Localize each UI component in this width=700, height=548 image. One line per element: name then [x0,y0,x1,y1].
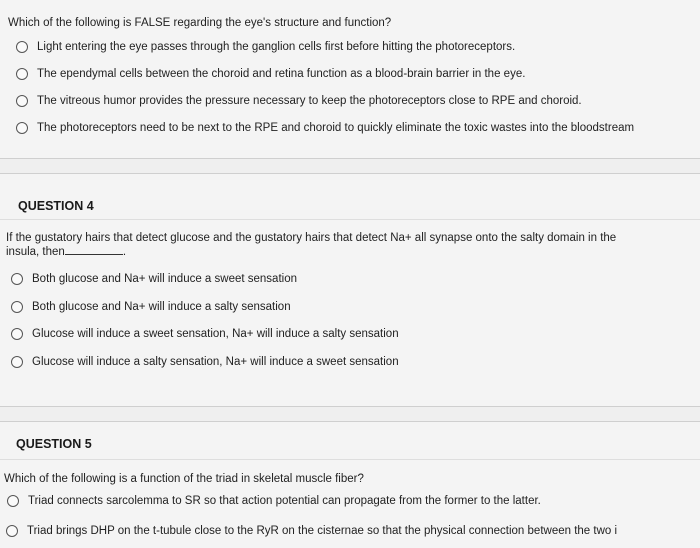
option-label: The vitreous humor provides the pressure necessary to keep the photoreceptors close to RPE and choroid. [37,95,582,107]
option-label: The photoreceptors need to be next to the RPE and choroid to quickly eliminate the toxic wastes into the bloodstream [37,122,635,134]
question-5-option-1[interactable] [7,492,541,510]
option-label: Both glucose and Na+ will induce a salty sensation [32,301,291,313]
question-5-title: QUESTION 5 [16,437,92,451]
question-header-divider [0,459,700,460]
question-4-option-4[interactable] [11,353,399,371]
option-label: The ependymal cells between the choroid and retina function as a blood-brain barrier in the eye. [37,68,526,80]
option-label: Glucose will induce a salty sensation, Na+ will induce a sweet sensation [32,356,399,368]
question-4-prompt-end: . [122,246,127,258]
option-label: Both glucose and Na+ will induce a sweet sensation [32,273,297,285]
radio-button[interactable] [16,95,28,107]
question-4-title: QUESTION 4 [18,199,94,213]
question-3-option-1[interactable] [16,38,515,56]
question-4-option-3[interactable] [11,325,399,343]
question-4-prompt-line-1: If the gustatory hairs that detect glucose and the gustatory hairs that detect Na+ all synapse onto the salty domain in the [6,232,617,244]
radio-button[interactable] [16,41,28,53]
option-label: Triad connects sarcolemma to SR so that action potential can propagate from the former to the latter. [28,495,541,507]
question-5-prompt: Which of the following is a function of the triad in skeletal muscle fiber? [4,473,364,485]
question-4-prompt-line-2: insula, then [6,246,65,258]
section-gap [0,159,700,173]
question-3-option-3[interactable] [16,92,582,110]
question-3-option-4[interactable] [16,119,634,137]
radio-button[interactable] [11,301,23,313]
question-4-option-1[interactable] [11,270,297,288]
section-gap [0,407,700,421]
answer-blank [65,245,123,255]
question-header-divider [0,219,700,220]
radio-button[interactable] [11,273,23,285]
radio-button[interactable] [16,68,28,80]
radio-button[interactable] [7,495,19,507]
radio-button[interactable] [11,328,23,340]
option-label: Glucose will induce a sweet sensation, Na+ will induce a salty sensation [32,328,399,340]
question-3-option-2[interactable] [16,65,525,83]
option-label: Light entering the eye passes through the ganglion cells first before hitting the photoreceptors. [37,41,516,53]
option-label: Triad brings DHP on the t-tubule close to the RyR on the cisternae so that the physical connection between the two i [27,525,618,537]
section-divider [0,421,700,422]
radio-button[interactable] [16,122,28,134]
question-5-option-2[interactable] [6,522,700,540]
question-4-prompt [6,231,696,259]
question-4-option-2[interactable] [11,298,291,316]
question-3-prompt: Which of the following is FALSE regarding the eye's structure and function? [8,17,392,29]
radio-button[interactable] [11,356,23,368]
section-divider [0,173,700,174]
radio-button[interactable] [6,525,18,537]
